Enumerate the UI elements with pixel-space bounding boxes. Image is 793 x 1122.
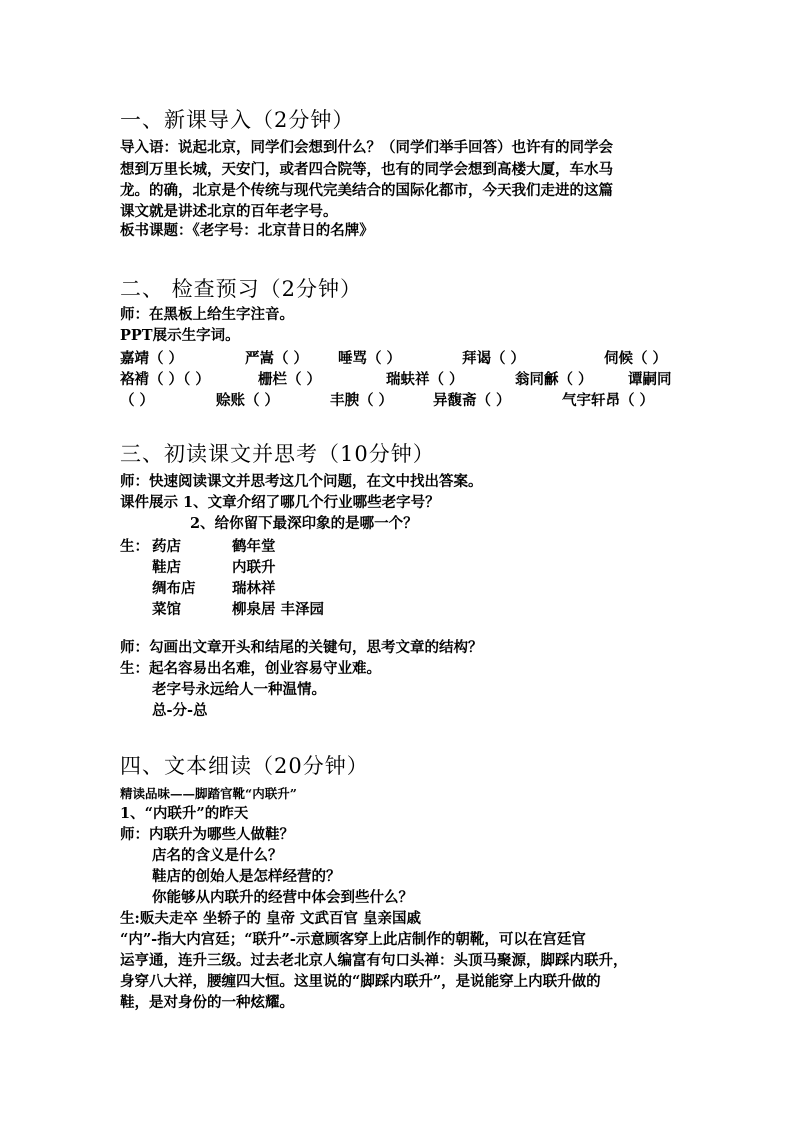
- section-3-line: 生：起名容易出名难，创业容易守业难。: [120, 660, 381, 677]
- vocab-item: 严嵩（ ）: [245, 350, 309, 367]
- section-4-heading: 四、文本细读（20分钟）: [120, 754, 369, 778]
- vocab-item: 伺候（ ）: [604, 350, 668, 367]
- vocab-item: 赊账（ ）: [216, 392, 280, 409]
- trade-name: 药店: [152, 538, 181, 555]
- section-1-line: 龙。的确，北京是个传统与现代完美结合的国际化都市，今天我们走进的这篇: [120, 182, 613, 199]
- vocab-item: 栅栏（ ）: [258, 371, 322, 388]
- shop-name: 内联升: [232, 559, 276, 576]
- trade-name: 菜馆: [152, 601, 181, 618]
- section-3-heading: 三、初读课文并思考（10分钟）: [120, 442, 435, 466]
- section-4-line: 1、“内联升”的昨天: [120, 805, 249, 822]
- vocab-item: 唾骂（ ）: [338, 350, 402, 367]
- section-1-line: 课文就是讲述北京的百年老字号。: [120, 203, 338, 220]
- section-4-line: 运亨通，连升三级。过去老北京人编富有句口头禅：头顶马聚源，脚踩内联升，: [120, 952, 628, 969]
- trade-name: 鞋店: [152, 559, 181, 576]
- vocab-item: 拜谒（ ）: [462, 350, 526, 367]
- section-1-line: 导入语：说起北京，同学们会想到什么？（同学们举手回答）也许有的同学会: [120, 139, 613, 156]
- section-4-line: 店名的含义是什么？: [152, 847, 283, 864]
- vocab-item: 丰腴（ ）: [330, 392, 394, 409]
- section-4-line: 生:贩夫走卒 坐轿子的 皇帝 文武百官 皇亲国戚: [120, 910, 422, 927]
- section-2-line: 师：在黑板上给生字注音。: [120, 306, 294, 323]
- section-3-line: 2、给你留下最深印象的是哪一个？: [190, 515, 418, 532]
- section-4-subtitle: 精读品味——脚踏官靴“内联升”: [120, 786, 297, 801]
- section-4-line: “内”-指大内宫廷；“联升”-示意顾客穿上此店制作的朝靴，可以在宫廷官: [120, 931, 586, 948]
- section-2-heading: 二、 检查预习（2分钟）: [120, 277, 363, 301]
- section-3-line: 课件展示 1、文章介绍了哪几个行业哪些老字号？: [120, 494, 440, 511]
- shop-name: 鹤年堂: [232, 538, 276, 555]
- section-3-line: 师：勾画出文章开头和结尾的关键句，思考文章的结构？: [120, 639, 483, 656]
- vocab-item: 嘉靖（ ）: [120, 350, 184, 367]
- section-4-line: 师：内联升为哪些人做鞋？: [120, 826, 294, 843]
- vocab-item: 谭嗣同: [628, 371, 672, 388]
- section-3-line: 总-分-总: [152, 702, 208, 719]
- answer-prefix: 生：: [120, 538, 149, 555]
- section-3-line: 师：快速阅读课文并思考这几个问题，在文中找出答案。: [120, 473, 483, 490]
- section-4-line: 身穿八大祥，腰缠四大恒。这里说的“脚踩内联升”，是说能穿上内联升做的: [120, 973, 601, 990]
- shop-name: 瑞林祥: [232, 580, 276, 597]
- vocab-item: 异馥斋（ ）: [433, 392, 511, 409]
- section-2-line: PPT展示生字词。: [120, 327, 240, 344]
- section-1-line: 想到万里长城，天安门，或者四合院等，也有的同学会想到高楼大厦，车水马: [120, 161, 613, 178]
- section-1-line: 板书课题：《老字号：北京昔日的名牌》: [120, 222, 374, 239]
- vocab-item: （ ）: [120, 392, 155, 409]
- section-4-line: 你能够从内联升的经营中体会到些什么？: [152, 889, 413, 906]
- section-1-heading: 一、新课导入（2分钟）: [120, 108, 355, 132]
- section-3-line: 老字号永远给人一种温情。: [152, 681, 326, 698]
- vocab-item: 瑞蚨祥（ ）: [386, 371, 464, 388]
- shop-name: 柳泉居 丰泽园: [232, 601, 325, 618]
- section-4-line: 鞋，是对身份的一种炫耀。: [120, 994, 294, 1011]
- vocab-item: 翁同龢（ ）: [515, 371, 593, 388]
- section-4-line: 鞋店的创始人是怎样经营的？: [152, 868, 341, 885]
- vocab-item: 袼褙（ ）（ ）: [120, 371, 210, 388]
- vocab-item: 气宇轩昂（ ）: [562, 392, 655, 409]
- trade-name: 绸布店: [152, 580, 196, 597]
